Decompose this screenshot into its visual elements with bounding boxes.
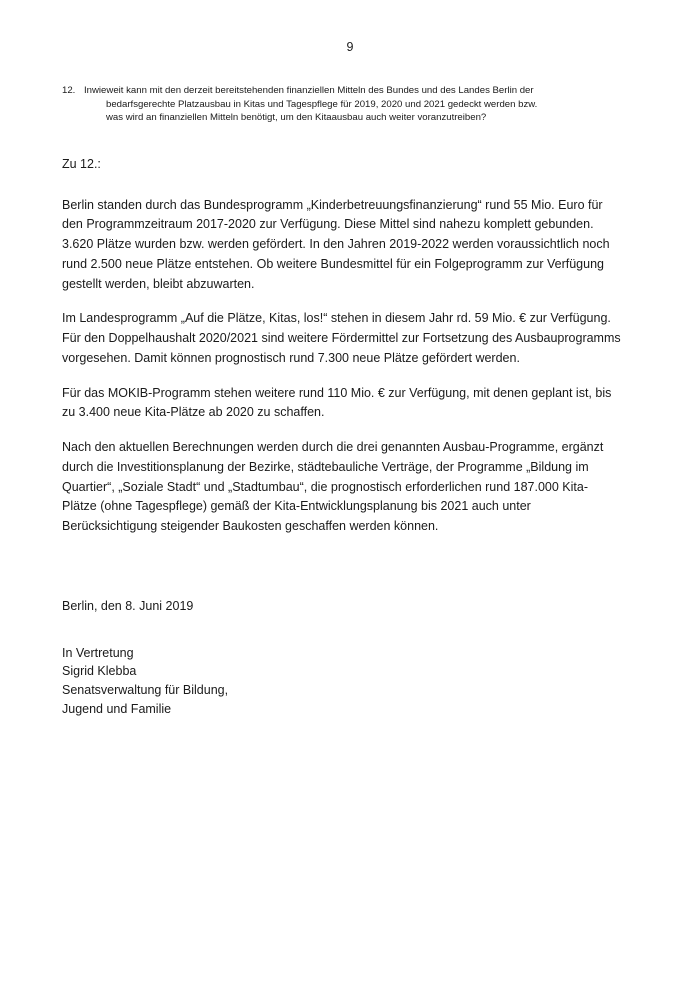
answer-paragraph-1: Berlin standen durch das Bundesprogramm „Kinderbetreuungsfinanzierung“ rund 55 Mio. Euro für den Programmzeitraum 2017-2020 zur Verfügung. Diese Mittel sind nahezu komplett gebunden. 3.620 Plätze wurden bzw. werden gefördert. In den Jahren 2019-2022 werden voraussichtlich noch rund 2.500 neue Plätze entstehen. Ob weitere Bundesmittel für ein Folgeprogramm zur Verfügung gestellt werden, bleibt abzuwarten.	[62, 197, 610, 291]
signature-date: Berlin, den 8. Juni 2019	[62, 598, 194, 613]
signature-name: Sigrid Klebba	[62, 664, 137, 679]
answer-label: Zu 12.:	[62, 156, 101, 171]
signature-line-1: In Vertretung	[62, 645, 134, 660]
answer-paragraph-3: Für das MOKIB-Programm stehen weitere rund 110 Mio. € zur Verfügung, mit denen geplant ist, bis zu 3.400 neue Kita-Plätze ab 2020 zu schaffen.	[62, 385, 612, 420]
question-line-1: Inwieweit kann mit den derzeit bereitstehenden finanziellen Mitteln des Bundes und des Landes Berlin der	[84, 85, 534, 96]
question-text	[84, 84, 640, 125]
signature-department-line-2: Jugend und Familie	[62, 701, 172, 716]
signature-block	[62, 597, 640, 719]
answer-paragraph-2: Im Landesprogramm „Auf die Plätze, Kitas, los!“ stehen in diesem Jahr rd. 59 Mio. € zur Verfügung. Für den Doppelhaushalt 2020/2021 sind weitere Fördermittel zur Fortsetzung des Ausbauprogramms vorgesehen. Damit können prognostisch rund 7.300 neue Plätze gefördert werden.	[62, 311, 621, 365]
document-content	[62, 84, 640, 719]
question-number: 12.	[62, 85, 76, 96]
question-line-3: was wird an finanziellen Mitteln benötigt, um den Kitaausbau auch weiter voranzutreiben?	[106, 112, 487, 124]
signature-lines	[62, 644, 640, 719]
question-line-2: bedarfsgerechte Platzausbau in Kitas und Tagespflege für 2019, 2020 und 2021 gedeckt werden bzw.	[106, 98, 538, 110]
answer-paragraph-4: Nach den aktuellen Berechnungen werden durch die drei genannten Ausbau-Programme, ergänzt durch die Investitionsplanung der Bezirke, städtebauliche Verträge, der Programme „Bildung im Quartier“, „Soziale Stadt“ und „Stadtumbau“, die prognostisch erforderlichen rund 187.000 Kita- Plätze (ohne Tagespflege) gemäß der Kita-Entwicklungsplanung bis 2021 auch unter Berücksichtigung steigender Baukosten geschaffen werden können.	[62, 440, 604, 534]
signature-department-line-1: Senatsverwaltung für Bildung,	[62, 683, 229, 698]
page-number: 9	[346, 40, 354, 54]
question-12	[62, 84, 640, 125]
